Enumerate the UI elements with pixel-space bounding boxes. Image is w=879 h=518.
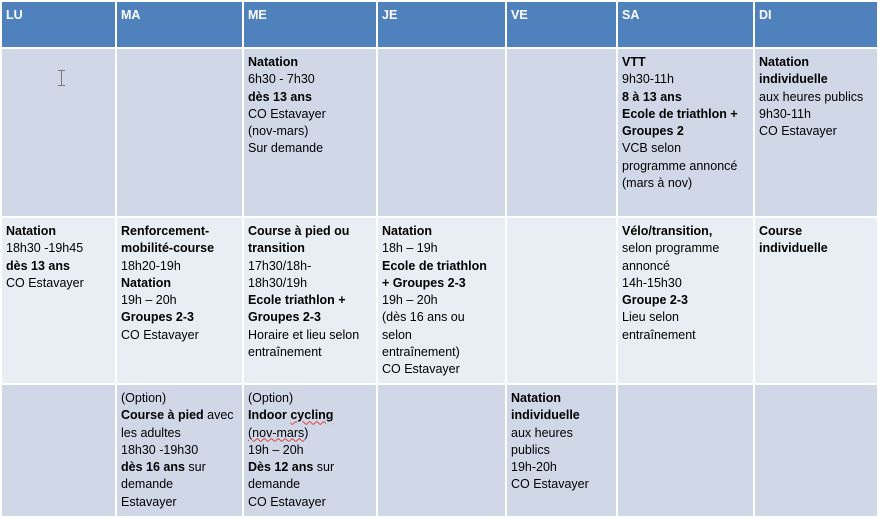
text-run: avec	[203, 408, 234, 423]
text-run: )	[304, 425, 309, 440]
cell-text-line	[248, 54, 372, 71]
text-run: 19h – 20h	[248, 442, 304, 457]
cell-text-line	[248, 140, 372, 157]
cell-text-line	[382, 327, 501, 344]
cell-text-line	[622, 327, 749, 344]
text-run: Renforcement-	[121, 224, 210, 238]
cell-text-line	[382, 275, 501, 292]
cell-text-line	[622, 175, 749, 192]
cell-text-line	[759, 123, 873, 140]
cell-text-line	[759, 54, 873, 71]
text-run: dès 13 ans	[6, 258, 70, 273]
day-header-lu: LU	[1, 1, 116, 48]
text-run: individuelle	[511, 408, 580, 423]
text-run: cycling	[290, 408, 334, 423]
text-run: CO Estavayer	[759, 124, 837, 139]
text-run: sur	[184, 460, 206, 475]
text-run: Dès 12 ans	[248, 460, 314, 475]
text-run: Natation	[759, 55, 809, 69]
cell-text-line	[248, 442, 372, 459]
text-run: nov-mars	[252, 425, 305, 440]
text-run: CO Estavayer	[6, 275, 84, 290]
text-run: publics	[511, 442, 550, 457]
text-run: Estavayer	[121, 494, 177, 509]
cell-text-line	[121, 390, 238, 407]
day-header-ve: VE	[506, 1, 617, 48]
text-run: aux heures	[511, 425, 573, 440]
text-run: Groupes 2-3	[121, 310, 194, 325]
text-run: selon programme	[622, 241, 720, 256]
text-run: Course à pied	[121, 408, 204, 423]
text-run: selon	[382, 327, 412, 342]
cell-text-line	[248, 494, 372, 511]
text-run: Natation	[382, 224, 432, 238]
text-run: Sur demande	[248, 141, 324, 156]
cell-text-line	[248, 71, 372, 88]
cell-text-line	[248, 344, 372, 361]
cell-text-line	[248, 407, 372, 424]
cell-text-line	[248, 425, 372, 442]
cell-lu-3[interactable]	[1, 384, 116, 517]
text-run: + Groupes 2-3	[382, 275, 466, 290]
cell-text-line	[382, 344, 501, 361]
text-run: Groupes 2-3	[248, 310, 321, 325]
text-run: Natation	[121, 275, 171, 290]
text-run: Natation	[248, 55, 298, 69]
schedule-row-3	[1, 384, 878, 517]
text-run: CO Estavayer	[248, 494, 326, 509]
cell-text-line	[622, 158, 749, 175]
cell-je-3[interactable]	[377, 384, 506, 517]
text-run: les adultes	[121, 425, 181, 440]
text-run: 19h – 20h	[121, 293, 177, 308]
text-run: 14h-15h30	[622, 275, 682, 290]
cell-text-line	[382, 292, 501, 309]
cell-text-line	[382, 240, 501, 257]
day-header-di: DI	[754, 1, 878, 48]
text-run: transition	[248, 241, 305, 256]
text-run: demande	[248, 477, 301, 492]
cell-text-line	[121, 240, 238, 257]
cell-text-line	[622, 71, 749, 88]
cell-text-line	[248, 476, 372, 493]
text-run: Course	[759, 224, 803, 238]
cell-text-line	[622, 54, 749, 71]
cell-text-line	[121, 309, 238, 326]
cell-text-line	[382, 223, 501, 240]
cell-text-line	[759, 223, 873, 240]
text-run: Vélo/transition,	[622, 224, 713, 238]
cell-text-line	[121, 476, 238, 493]
text-run: Groupes 2	[622, 124, 684, 139]
text-run: (dès 16 ans ou	[382, 310, 465, 325]
text-run: 9h30-11h	[622, 72, 674, 87]
text-run: (Option)	[121, 391, 167, 405]
text-run: 9h30-11h	[759, 106, 811, 121]
schedule-row-1	[1, 48, 878, 217]
cell-text-line	[248, 390, 372, 407]
cell-text-line	[121, 407, 238, 424]
cell-je-2[interactable]	[377, 217, 506, 384]
schedule-row-2	[1, 217, 878, 384]
cell-text-line	[622, 140, 749, 157]
text-run: (Option)	[248, 391, 294, 405]
cell-di-2[interactable]	[754, 217, 878, 384]
cell-ma-3[interactable]	[116, 384, 243, 517]
cell-text-line	[622, 309, 749, 326]
cell-me-1[interactable]	[243, 48, 377, 217]
text-run: Groupe 2-3	[622, 293, 688, 308]
text-run: CO Estavayer	[121, 327, 199, 342]
cell-text-line	[511, 459, 612, 476]
cell-sa-3[interactable]	[617, 384, 754, 517]
cell-text-line	[382, 309, 501, 326]
text-run: mobilité-course	[121, 241, 215, 256]
cell-text-line	[248, 258, 372, 275]
cell-text-line	[121, 223, 238, 240]
cell-text-line	[622, 123, 749, 140]
cell-text-line	[121, 327, 238, 344]
text-run: (mars à nov)	[622, 176, 693, 191]
cell-text-line	[511, 476, 612, 493]
cell-text-line	[622, 223, 749, 240]
cell-je-1[interactable]	[377, 48, 506, 217]
text-run: Ecole triathlon +	[248, 293, 346, 308]
cell-text-line	[382, 361, 501, 378]
text-run: Course à pied ou	[248, 224, 350, 238]
text-run: aux heures publics	[759, 89, 864, 104]
cell-text-line	[759, 240, 873, 257]
cell-text-line	[622, 275, 749, 292]
cell-text-line	[121, 275, 238, 292]
cell-text-line	[248, 292, 372, 309]
cell-text-line	[121, 442, 238, 459]
cell-me-2[interactable]	[243, 217, 377, 384]
text-run: 18h20-19h	[121, 258, 181, 273]
cell-text-line	[6, 275, 111, 292]
text-run: Horaire et lieu selon	[248, 327, 360, 342]
cell-me-3[interactable]	[243, 384, 377, 517]
text-run: individuelle	[759, 241, 828, 256]
cell-text-line	[622, 258, 749, 275]
cell-text-line	[248, 309, 372, 326]
text-run: 17h30/18h-	[248, 258, 312, 273]
cell-text-line	[622, 106, 749, 123]
text-run: 19h-20h	[511, 460, 557, 475]
text-run: demande	[121, 477, 174, 492]
cell-text-line	[248, 240, 372, 257]
text-run: Indoor	[248, 408, 291, 423]
cell-ma-2[interactable]	[116, 217, 243, 384]
cell-ma-1[interactable]	[116, 48, 243, 217]
cell-text-line	[511, 407, 612, 424]
text-run: 6h30 - 7h30	[248, 72, 315, 87]
cell-text-line	[248, 89, 372, 106]
cell-text-line	[622, 89, 749, 106]
cell-text-line	[248, 459, 372, 476]
cell-text-line	[248, 106, 372, 123]
text-run: 19h – 20h	[382, 293, 438, 308]
text-run: Natation	[511, 391, 561, 405]
cell-ve-2[interactable]	[506, 217, 617, 384]
cell-text-line	[759, 71, 873, 88]
cell-text-line	[759, 89, 873, 106]
cell-di-3[interactable]	[754, 384, 878, 517]
cell-lu-2[interactable]	[1, 217, 116, 384]
cell-text-line	[759, 106, 873, 123]
day-header-je: JE	[377, 1, 506, 48]
cell-lu-1[interactable]	[1, 48, 116, 217]
text-run: annoncé	[622, 258, 670, 273]
day-header-sa: SA	[617, 1, 754, 48]
header-row	[1, 1, 878, 48]
text-run: 18h30 -19h30	[121, 442, 199, 457]
day-header-me: ME	[243, 1, 377, 48]
text-run: entraînement	[622, 327, 696, 342]
cell-text-line	[121, 459, 238, 476]
text-run: programme annoncé	[622, 158, 738, 173]
text-run: VCB selon	[622, 141, 682, 156]
text-run: 8 à 13 ans	[622, 89, 682, 104]
cell-text-line	[6, 223, 111, 240]
cell-sa-2[interactable]	[617, 217, 754, 384]
cell-ve-3[interactable]	[506, 384, 617, 517]
cell-text-line	[248, 327, 372, 344]
cell-text-line	[511, 442, 612, 459]
cell-text-line	[121, 258, 238, 275]
text-run: VTT	[622, 55, 646, 69]
text-run: entraînement	[248, 345, 322, 360]
cell-text-line	[511, 425, 612, 442]
text-run: dès 13 ans	[248, 89, 312, 104]
cell-text-line	[6, 240, 111, 257]
text-run: (nov-mars)	[248, 124, 309, 139]
cell-text-line	[248, 223, 372, 240]
text-run: Ecole de triathlon +	[622, 106, 738, 121]
cell-text-line	[121, 425, 238, 442]
text-run: Lieu selon	[622, 310, 679, 325]
text-run: 18h – 19h	[382, 241, 438, 256]
cell-text-line	[382, 258, 501, 275]
cell-text-line	[511, 390, 612, 407]
day-header-ma: MA	[116, 1, 243, 48]
text-run: 18h30 -19h45	[6, 241, 84, 256]
text-run: sur	[313, 460, 335, 475]
cell-text-line	[121, 292, 238, 309]
text-run: CO Estavayer	[511, 477, 589, 492]
text-cursor-icon	[61, 70, 62, 86]
text-run: (	[248, 425, 253, 440]
text-run: CO Estavayer	[382, 362, 460, 377]
cell-ve-1[interactable]	[506, 48, 617, 217]
text-run: CO Estavayer	[248, 106, 326, 121]
cell-text-line	[622, 292, 749, 309]
text-run: individuelle	[759, 72, 828, 87]
cell-text-line	[248, 275, 372, 292]
cell-text-line	[6, 258, 111, 275]
cell-text-line	[121, 494, 238, 511]
cell-text-line	[622, 240, 749, 257]
text-run: Ecole de triathlon	[382, 258, 487, 273]
text-run: entraînement)	[382, 345, 460, 360]
text-run: dès 16 ans	[121, 460, 185, 475]
cell-sa-1[interactable]	[617, 48, 754, 217]
cell-di-1[interactable]	[754, 48, 878, 217]
text-run: 18h30/19h	[248, 275, 308, 290]
text-run: Natation	[6, 224, 56, 238]
cell-text-line	[248, 123, 372, 140]
